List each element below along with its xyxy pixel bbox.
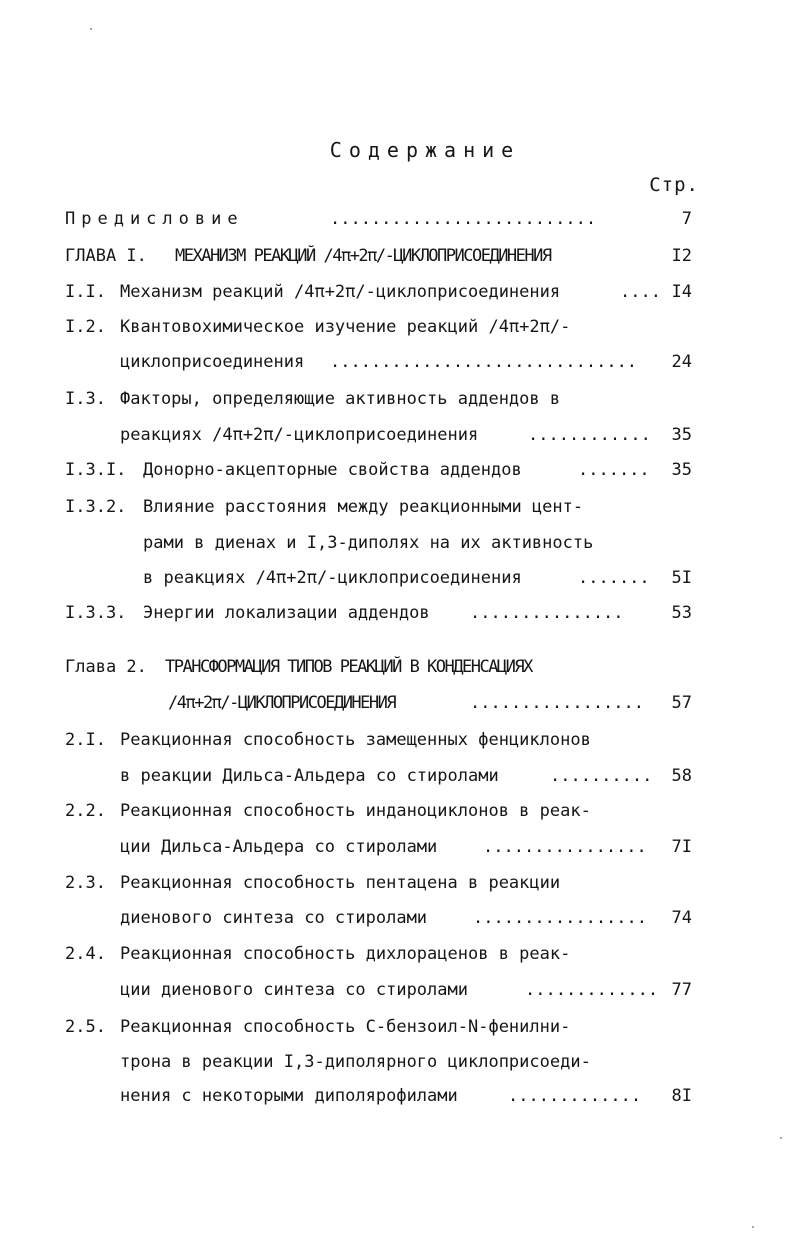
toc-line-1-3-cont (0, 420, 795, 450)
toc-page: 35 (671, 425, 692, 445)
toc-line-2-5 (0, 1012, 795, 1042)
toc-page: 58 (671, 766, 692, 786)
toc-line-2-5-cont-2 (0, 1081, 795, 1111)
toc-line-2-2 (0, 796, 795, 826)
toc-number: I.I. (65, 282, 106, 302)
toc-line-2-1-cont (0, 761, 795, 791)
toc-text: рами в диенах и I,3-диполях на их активность (143, 533, 594, 553)
toc-line-2-3 (0, 868, 795, 898)
toc-page: 57 (671, 693, 692, 713)
toc-dots: .......... (550, 766, 653, 786)
toc-dots: ................ (483, 837, 647, 857)
toc-page: I4 (671, 282, 692, 302)
toc-number: I.2. (65, 317, 106, 337)
toc-text: ТРАНСФОРМАЦИЯ ТИПОВ РЕАКЦИЙ В КОНДЕНСАЦИЯХ (165, 657, 532, 677)
toc-line-1-3-3 (0, 598, 795, 628)
scan-speck (752, 1226, 754, 1228)
toc-number: Глава 2. (65, 657, 147, 677)
toc-page: 74 (671, 908, 692, 928)
toc-text: Реакционная способность пентацена в реакции (120, 873, 561, 893)
toc-text: в реакции Дильса-Альдера со стиролами (120, 766, 499, 786)
toc-text: ции Дильса-Альдера со стиролами (120, 837, 438, 857)
toc-number: I.3. (65, 389, 106, 409)
toc-text: Донорно-акцепторные свойства аддендов (143, 460, 522, 480)
toc-text: Реакционная способность дихлораценов в реак- (120, 944, 571, 964)
toc-number: I.3.3. (65, 603, 127, 623)
toc-dots: ............... (470, 603, 624, 623)
toc-text: Факторы, определяющие активность аддендов в (120, 389, 561, 409)
toc-number: 2.2. (65, 801, 106, 821)
toc-text: циклоприсоединения (120, 352, 305, 372)
toc-number: 2.3. (65, 873, 106, 893)
toc-text: /4π+2π/-ЦИКЛОПРИСОЕДИНЕНИЯ (168, 693, 396, 713)
toc-text: Влияние расстояния между реакционными цент- (143, 497, 584, 517)
page-title: Содержание (329, 138, 521, 162)
toc-text: МЕХАНИЗМ РЕАКЦИЙ /4π+2π/-ЦИКЛОПРИСОЕДИНЕНИЯ (175, 246, 551, 266)
toc-page: 53 (671, 603, 692, 623)
toc-text: нения с некоторыми диполярофилами (120, 1086, 458, 1106)
toc-line-2-2-cont (0, 832, 795, 862)
toc-line-chapter-2 (0, 652, 795, 682)
toc-line-1-2 (0, 312, 795, 342)
toc-number: ГЛАВА I. (65, 246, 147, 266)
toc-dots: ................. (470, 693, 644, 713)
toc-page: 7 (681, 209, 692, 229)
toc-number: I.3.I. (65, 460, 127, 480)
toc-number: I.3.2. (65, 497, 127, 517)
toc-line-1-3 (0, 384, 795, 414)
toc-page: 24 (671, 352, 692, 372)
toc-number: 2.5. (65, 1017, 106, 1037)
toc-line-2-4-cont (0, 975, 795, 1005)
toc-line-2-5-cont (0, 1047, 795, 1077)
toc-line-1-3-2-cont-2 (0, 563, 795, 593)
scan-speck (780, 1137, 782, 1139)
toc-text: Реакционная способность С-бензоил-N-фенилни- (120, 1017, 571, 1037)
toc-text: трона в реакции I,3-диполярного циклоприсоеди- (120, 1052, 591, 1072)
toc-text: диенового синтеза со стиролами (120, 908, 428, 928)
toc-line-1-3-2-cont (0, 528, 795, 558)
toc-dots: ............. (508, 1086, 642, 1106)
toc-line-1-1 (0, 277, 795, 307)
toc-text: Энергии локализации аддендов (143, 603, 430, 623)
toc-dots: ............ (528, 425, 651, 445)
toc-text: Предисловие (65, 209, 244, 229)
toc-page: 8I (671, 1086, 692, 1106)
toc-dots: .......................... (330, 209, 597, 229)
toc-text: Квантовохимическое изучение реакций /4π+2π/- (120, 317, 571, 337)
toc-dots: .............................. (330, 352, 638, 372)
toc-text: ции диенового синтеза со стиролами (120, 980, 468, 1000)
toc-page: 35 (671, 460, 692, 480)
toc-page: 77 (671, 980, 692, 1000)
toc-dots: ....... (578, 460, 650, 480)
toc-dots: .... (620, 282, 661, 302)
toc-line-2-1 (0, 725, 795, 755)
toc-line-1-3-2 (0, 492, 795, 522)
scan-speck (90, 28, 92, 30)
toc-line-preface (0, 204, 795, 234)
toc-page: I2 (671, 246, 692, 266)
toc-text: реакциях /4π+2π/-циклоприсоединения (120, 425, 479, 445)
toc-text: Реакционная способность замещенных фенциклонов (120, 730, 591, 750)
toc-text: Механизм реакций /4π+2π/-циклоприсоединения (120, 282, 561, 302)
page-column-header: Стр. (649, 174, 699, 196)
toc-dots: ................. (473, 908, 647, 928)
toc-dots: ............. (525, 980, 659, 1000)
toc-number: 2.I. (65, 730, 106, 750)
toc-page: 7I (671, 837, 692, 857)
toc-number: 2.4. (65, 944, 106, 964)
toc-line-1-3-1 (0, 455, 795, 485)
toc-line-1-2-cont (0, 347, 795, 377)
toc-dots: ....... (578, 568, 650, 588)
toc-line-2-3-cont (0, 903, 795, 933)
toc-text: Реакционная способность инданоциклонов в реак- (120, 801, 591, 821)
toc-line-chapter-2-cont (0, 688, 795, 718)
toc-line-2-4 (0, 939, 795, 969)
toc-page: 5I (671, 568, 692, 588)
toc-text: в реакциях /4π+2π/-циклоприсоединения (143, 568, 522, 588)
toc-line-chapter-1 (0, 241, 795, 271)
